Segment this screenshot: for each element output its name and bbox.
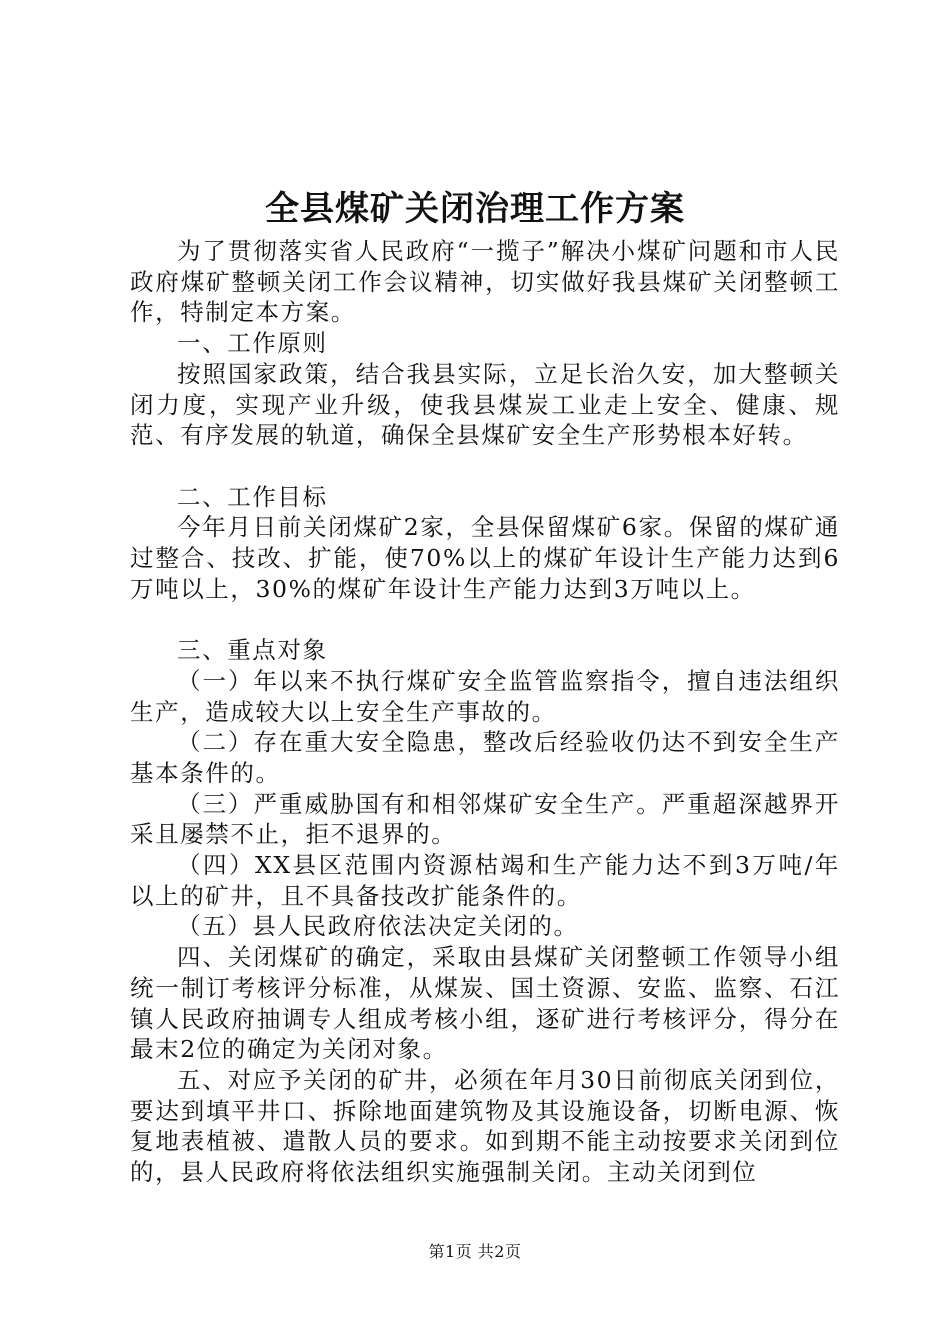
list-item-target-5: （五）县人民政府依法决定关闭的。 [177, 912, 579, 941]
paragraph-section-five: 五、对应予关闭的矿井，必须在年月30日前彻底关闭到位，要达到填平井口、拆除地面建筑物及其设施设备，切断电源、恢复地表植被、遣散人员的要求。如到期不能主动按要求关闭到位的，县人民政府将依法组织实施强制关闭。主动关闭到位 [130, 1065, 840, 1187]
paragraph-principles: 按照国家政策，结合我县实际，立足长治久安，加大整顿关闭力度，实现产业升级，使我县煤炭工业走上安全、健康、规范、有序发展的轨道，确保全县煤矿安全生产形势根本好转。 [130, 359, 840, 450]
section-heading-goals: 二、工作目标 [177, 482, 328, 511]
list-item-target-3: （三）严重威胁国有和相邻煤矿安全生产。严重超深越界开采且屡禁不止，拒不退界的。 [130, 789, 840, 849]
paragraph-intro: 为了贯彻落实省人民政府“一揽子”解决小煤矿问题和市人民政府煤矿整顿关闭工作会议精神，切实做好我县煤矿关闭整顿工作，特制定本方案。 [130, 237, 840, 327]
document-title: 全县煤矿关闭治理工作方案 [265, 189, 685, 229]
paragraph-section-four: 四、关闭煤矿的确定，采取由县煤矿关闭整顿工作领导小组统一制订考核评分标准，从煤炭、国土资源、安监、监察、石江镇人民政府抽调专人组成考核小组，逐矿进行考核评分，得分在最末2位的确定为关闭对象。 [130, 943, 840, 1064]
section-heading-principles: 一、工作原则 [177, 329, 328, 358]
list-item-target-1: （一）年以来不执行煤矿安全监管监察指令，擅自违法组织生产，造成较大以上安全生产事故的。 [130, 666, 840, 726]
page-footer: 第1页 共2页 [428, 1242, 522, 1261]
list-item-target-2: （二）存在重大安全隐患，整改后经验收仍达不到安全生产基本条件的。 [130, 728, 840, 787]
document-body [130, 236, 840, 1188]
list-item-target-4: （四）XX县区范围内资源枯竭和生产能力达不到3万吨/年以上的矿井，且不具备技改扩能条件的。 [130, 851, 840, 910]
paragraph-goals: 今年月日前关闭煤矿2家，全县保留煤矿6家。保留的煤矿通过整合、技改、扩能，使70%以上的煤矿年设计生产能力达到6万吨以上，30%的煤矿年设计生产能力达到3万吨以上。 [130, 513, 840, 603]
section-heading-targets: 三、重点对象 [177, 636, 328, 665]
